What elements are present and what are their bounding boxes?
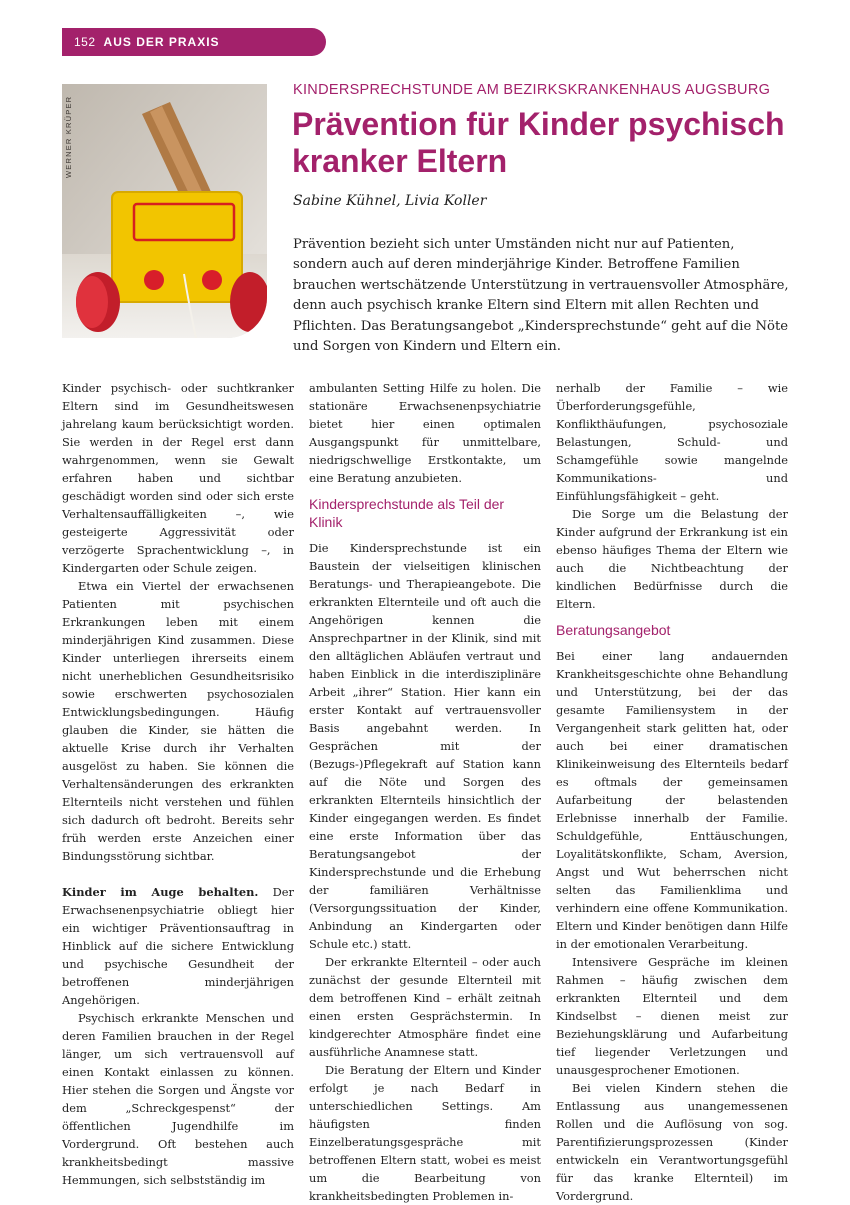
- paragraph: Die Beratung der Eltern und Kinder erfolgt je nach Bedarf in unterschiedlichen Settings. Am häufigsten finden Einzelberatungsgespräche mit betroffenen Eltern statt, wobei es meist um die Bearbeitung von krankheitsbedingten Problemen in-: [309, 1063, 541, 1203]
- subheading: Beratungsangebot: [556, 622, 671, 638]
- paragraph: ambulanten Setting Hilfe zu holen. Die stationäre Erwachsenenpsychiatrie bietet hier einen optimalen Ausgangspunkt für unmittelbare, niedrigschwellige Erstkontakte, um eine Beratung anzubieten.: [309, 381, 541, 485]
- toy-truck-image: [62, 84, 267, 338]
- paragraph: Die Kindersprechstunde ist ein Baustein der vielseitigen klinischen Beratungs- und Therapieangebote. Die erkrankten Elternteile und oft auch die Angehörigen kennen die Ansprechpartner in der Klinik, sind mit den alltäglichen Abläufen vertraut und haben Einblick in die interdisziplinäre Arbeit „ihrer“ Station. Hier kann ein erster Kontakt auf vertrauensvoller Basis angebahnt werden. In Gesprächen mit der (Bezugs-)Pflegekraft auf Station kann auf die Nöte und Sorgen des erkrankten Elternteils hinsichtlich der Kinder eingegangen werden. Es findet eine erste Information über das Beratungsangebot der Kindersprechstunde und die Erhebung der familiären Verhältnisse (Versorgungssituation der Kinder, Anbindung an Kindergarten oder Schule etc.) statt.: [309, 541, 541, 951]
- paragraph: [62, 883, 294, 1009]
- paragraph: Etwa ein Viertel der erwachsenen Patienten mit psychischen Erkrankungen leben mit einem minderjährigen Kind zusammen. Diese Kinder unterliegen ihrerseits einem nicht unerheblichen Gesundheitsrisiko sowie erschwerten psychosozialen Entwicklungsbedingungen. Häufig glauben die Kinder, sie hätten die aktuelle Krise durch ihr Verhalten ausgelöst zu haben. Sie können die Verhaltensänderungen des erkrankten Elternteils nicht verstehen und fühlen sich dadurch oft bedroht. Bereits sehr früh werden erste Anzeichen einer Bindungsstörung sichtbar.: [62, 579, 294, 863]
- text-column-3: [556, 379, 788, 1205]
- paragraph: nerhalb der Familie – wie Überforderungsgefühle, Konflikthäufungen, psychosoziale Belastungen, Schuld- und Schamgefühle sowie mangelnde Kommunikations- und Einfühlungsfähigkeit – geht.: [556, 381, 788, 503]
- subheading: Kindersprechstunde als Teil der Klinik: [309, 496, 505, 530]
- text-column-2: [309, 379, 541, 1205]
- article-kicker: KINDERSPRECHSTUNDE AM BEZIRKSKRANKENHAUS AUGSBURG: [293, 82, 771, 98]
- section-header-tab: [62, 28, 326, 56]
- paragraph: Intensivere Gespräche im kleinen Rahmen – häufig zwischen dem erkrankten Elternteil und dem Kindselbst – dienen meist zur Beziehungsklärung und Aufarbeitung tief liegender Verletzungen und unausgesprochener Emotionen.: [556, 955, 788, 1077]
- paragraph-lead-in: Kinder im Auge behalten.: [62, 885, 259, 899]
- article-intro: Prävention bezieht sich unter Umständen nicht nur auf Patienten, sondern auch auf deren minderjährige Kinder. Betroffene Familien brauchen wertschätzende Unterstützung in vertrauensvoller Atmosphäre, denn auch psychisch kranke Eltern sind Eltern mit allen Rechten und Pflichten. Das Beratungsangebot „Kindersprechstunde“ geht auf die Nöte und Sorgen von Kindern und Eltern ein.: [293, 237, 789, 355]
- paragraph: Bei einer lang andauernden Krankheitsgeschichte ohne Behandlung und Unterstützung, bei der das gesamte Familiensystem in der Vergangenheit stark gelitten hat, oder auch bei einer dramatischen Klinikeinweisung des Elternteils bedarf es oftmals der gemeinsamen Aufarbeitung der belastenden Erlebnisse innerhalb der Familie. Schuldgefühle, Enttäuschungen, Loyalitätskonflikte, Scham, Aversion, Angst und Wut beherrschen nicht selten das Familienklima und verhindern eine offene Kommunikation. Eltern und Kinder benötigen dann Hilfe in der emotionalen Verarbeitung.: [556, 649, 788, 951]
- paragraph: Der erkrankte Elternteil – oder auch zunächst der gesunde Elternteil mit dem betroffenen Kind – erhält zeitnah einen ersten Gesprächstermin. In kindgerechter Atmosphäre findet eine ausführliche Anamnese statt.: [309, 955, 541, 1059]
- article-authors: Sabine Kühnel, Livia Koller: [293, 193, 487, 209]
- paragraph: Die Sorge um die Belastung der Kinder aufgrund der Erkrankung ist ein ebenso häufiges Thema der Eltern wie auch die Nichtbeachtung der kindlichen Bedürfnisse durch die Eltern.: [556, 507, 788, 611]
- page-number: 152: [74, 35, 96, 49]
- paragraph: Bei vielen Kindern stehen die Entlassung aus unangemessenen Rollen und die Auflösung von sog. Parentifizierungsprozessen (Kinder entwickeln ein Verantwortungsgefühl für das kranke Elternteil) im Vordergrund.: [556, 1081, 788, 1203]
- article-title: Prävention für Kinder psychisch kranker Eltern: [292, 106, 785, 179]
- paragraph: Psychisch erkrankte Menschen und deren Familien brauchen in der Regel länger, um sich vertrauensvoll auf einen Kontakt einlassen zu können. Hier stehen die Sorgen und Ängste vor dem „Schreckgespenst“ der öffentlichen Jugendhilfe im Vordergrund. Oft bestehen auch krankheitsbedingt massive Hemmungen, sich selbstständig im: [62, 1011, 294, 1187]
- section-label: AUS DER PRAXIS: [103, 35, 220, 49]
- text-column-1: [62, 379, 294, 1189]
- photo-credit: WERNER KRÜPER: [64, 96, 73, 179]
- paragraph: Kinder psychisch- oder suchtkranker Eltern sind im Gesundheitswesen jahrelang kaum berücksichtigt worden. Sie werden in der Regel erst dann wahrgenommen, wenn sie Gewalt erfahren haben und sichtbar geschädigt worden sind oder sich erste Verhaltensauffälligkeiten –, wie gesteigerte Aggressivität oder verzögerte Sprachentwicklung –, in Kindergarten oder Schule zeigen.: [62, 381, 294, 575]
- paragraph-text: Der Erwachsenenpsychiatrie obliegt hier ein wichtiger Präventionsauftrag in Hinblick auf die sichere Entwicklung und psychische Gesundheit der betroffenen minderjährigen Angehörigen.: [62, 885, 294, 1007]
- article-photo: [62, 84, 267, 338]
